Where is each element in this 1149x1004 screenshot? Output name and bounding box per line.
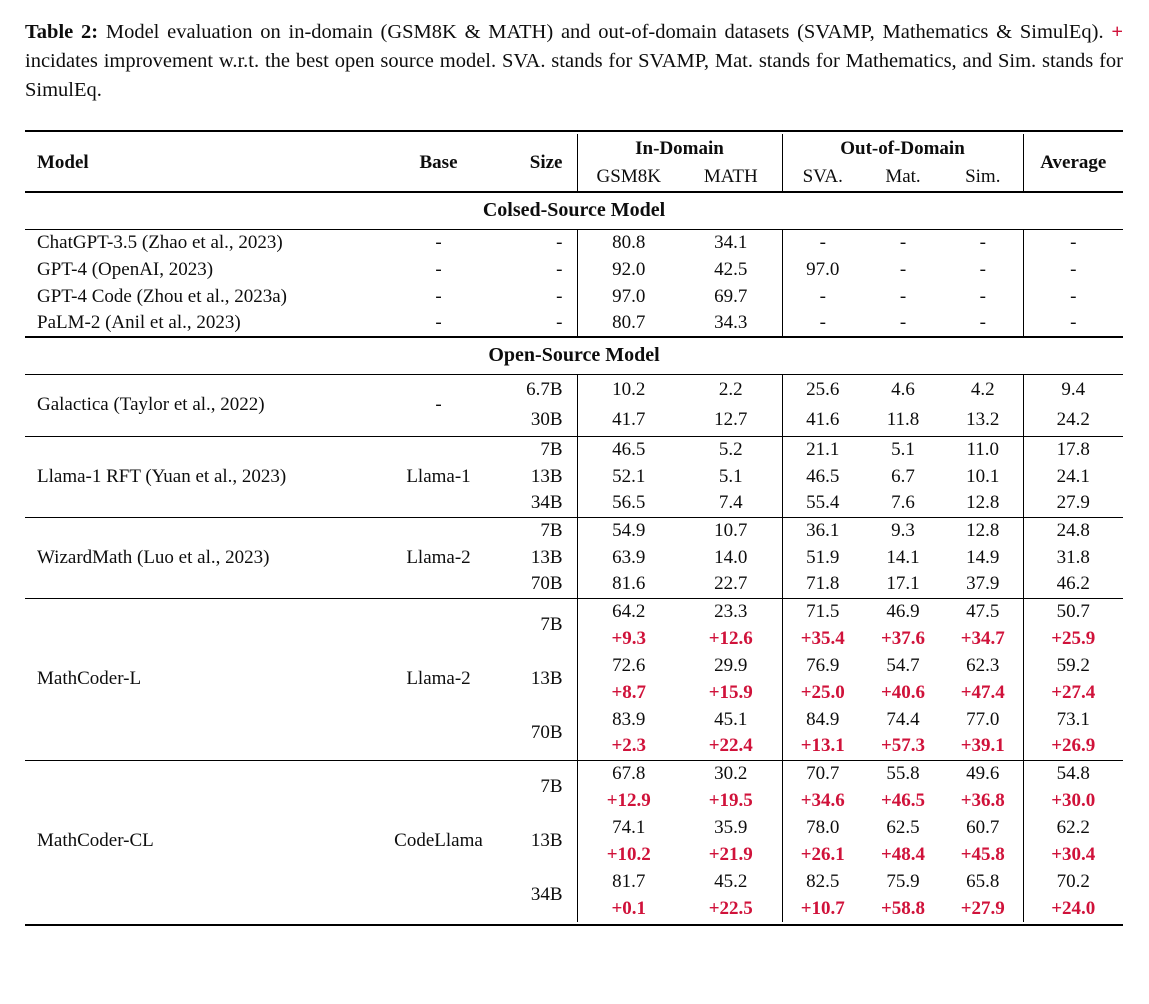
size-cell: 6.7B (526, 378, 563, 400)
delta-simuleq: +34.7 (960, 627, 1005, 649)
cell-math: 5.2 (718, 438, 743, 460)
cell-gsm8k: 67.8 (577, 760, 680, 787)
delta-math: +19.5 (708, 789, 753, 811)
cell-gsm8k: 80.8 (577, 229, 680, 256)
delta-math: +15.9 (708, 681, 753, 703)
cell-average: 54.8 (1023, 760, 1123, 787)
delta-mathematics: +40.6 (880, 681, 926, 703)
col-header-model: Model (25, 134, 380, 192)
base-cell: - (380, 310, 497, 337)
cell-mathematics: - (863, 310, 943, 337)
table-row (25, 760, 1123, 787)
cell-mathematics: 17.1 (863, 571, 943, 598)
cell-math: 34.3 (680, 310, 782, 337)
table-row (25, 229, 1123, 256)
model-name-cell: Llama-1 RFT (Yuan et al., 2023) (25, 436, 380, 517)
col-header-mathematics: Mat. (863, 163, 943, 192)
delta-svamp: +25.0 (782, 679, 863, 706)
cell-math: 45.2 (714, 870, 748, 892)
size-cell: - (497, 310, 577, 337)
size-cell: 34B (497, 490, 577, 517)
cell-average: 46.2 (1023, 571, 1123, 598)
cell-svamp: - (782, 310, 863, 337)
delta-mathematics: +58.8 (880, 897, 926, 919)
size-cell: 30B (497, 405, 577, 436)
col-header-size: Size (497, 134, 577, 192)
delta-simuleq: +36.8 (960, 789, 1005, 811)
cell-gsm8k: 92.0 (577, 256, 680, 283)
size-cell: 7B (540, 519, 563, 541)
table-row (25, 436, 1123, 463)
cell-gsm8k: 80.7 (577, 310, 680, 337)
delta-average: +30.4 (1023, 841, 1123, 868)
cell-mathematics: 62.5 (886, 816, 920, 838)
delta-gsm8k: +0.1 (577, 895, 680, 922)
delta-simuleq: +27.9 (960, 897, 1005, 919)
cell-math: 42.5 (714, 258, 748, 280)
cell-mathematics: 14.1 (886, 546, 920, 568)
delta-mathematics: +48.4 (880, 843, 926, 865)
cell-average: 73.1 (1023, 706, 1123, 733)
cell-gsm8k: 81.7 (577, 868, 680, 895)
cell-average: 24.8 (1023, 517, 1123, 544)
delta-simuleq: +47.4 (960, 681, 1005, 703)
delta-simuleq: +45.8 (960, 843, 1005, 865)
cell-svamp: 84.9 (782, 706, 863, 733)
cell-math: 2.2 (718, 378, 743, 400)
table-2 (25, 130, 1123, 926)
cell-simuleq: 12.8 (966, 519, 1000, 541)
cell-svamp: 21.1 (782, 436, 863, 463)
cell-gsm8k: 72.6 (577, 652, 680, 679)
cell-simuleq: 14.9 (966, 546, 1000, 568)
cell-math: 12.7 (680, 405, 782, 436)
cell-average: 50.7 (1023, 598, 1123, 625)
base-cell: - (380, 374, 497, 436)
table-row (25, 283, 1123, 310)
cell-math: 29.9 (714, 654, 748, 676)
cell-gsm8k: 83.9 (577, 706, 680, 733)
results-table (25, 134, 1123, 922)
cell-math: 34.1 (714, 231, 748, 253)
cell-simuleq: 13.2 (943, 405, 1023, 436)
cell-math: 30.2 (714, 762, 748, 784)
cell-average: 9.4 (1023, 374, 1123, 405)
model-name-cell: WizardMath (Luo et al., 2023) (25, 517, 380, 598)
col-header-average: Average (1023, 134, 1123, 192)
cell-gsm8k: 41.7 (577, 405, 680, 436)
cell-math: 23.3 (714, 600, 748, 622)
col-header-gsm8k: GSM8K (577, 163, 680, 192)
size-cell: 13B (530, 668, 563, 689)
cell-svamp: 51.9 (782, 544, 863, 571)
cell-gsm8k: 46.5 (577, 436, 680, 463)
delta-mathematics: +57.3 (863, 733, 943, 760)
base-cell: - (435, 285, 442, 307)
model-name-cell: MathCoder-L (25, 598, 380, 760)
cell-mathematics: 74.4 (886, 708, 920, 730)
cell-mathematics: 54.7 (886, 654, 920, 676)
cell-average: 24.2 (1023, 405, 1123, 436)
cell-average: 27.9 (1023, 490, 1123, 517)
delta-simuleq: +39.1 (943, 733, 1023, 760)
size-cell: - (556, 231, 563, 253)
cell-svamp: - (782, 283, 863, 310)
delta-gsm8k: +8.7 (577, 679, 680, 706)
cell-mathematics: - (899, 285, 907, 307)
cell-simuleq: 62.3 (966, 654, 1000, 676)
cell-svamp: 82.5 (782, 868, 863, 895)
cell-simuleq: - (979, 258, 986, 280)
size-cell: - (556, 258, 563, 280)
caption-label: Table 2: (25, 21, 99, 43)
cell-math: 5.1 (718, 465, 743, 487)
section-title-closed-source: Colsed-Source Model (25, 192, 1123, 229)
cell-simuleq: 77.0 (966, 708, 1000, 730)
size-cell: 70B (497, 706, 577, 760)
delta-gsm8k: +9.3 (577, 625, 680, 652)
cell-average: 17.8 (1023, 436, 1123, 463)
base-cell: Llama-2 (380, 517, 497, 598)
model-name-cell: ChatGPT-3.5 (Zhao et al., 2023) (37, 231, 283, 253)
delta-math: +12.6 (708, 627, 753, 649)
size-cell: 13B (530, 465, 563, 487)
cell-mathematics: 55.8 (886, 762, 920, 784)
cell-mathematics: 9.3 (891, 519, 915, 541)
delta-average: +24.0 (1023, 895, 1123, 922)
section-title-open-source: Open-Source Model (25, 337, 1123, 374)
table-row (25, 310, 1123, 337)
size-cell: 34B (530, 884, 563, 905)
cell-mathematics: 46.9 (886, 600, 920, 622)
cell-average: - (1023, 256, 1123, 283)
model-name-cell: Galactica (Taylor et al., 2022) (25, 374, 380, 436)
cell-simuleq: 49.6 (966, 762, 1000, 784)
cell-mathematics: 6.7 (891, 465, 915, 487)
cell-average: 24.1 (1023, 463, 1123, 490)
delta-svamp: +10.7 (782, 895, 863, 922)
cell-average: - (1023, 229, 1123, 256)
col-header-svamp: SVA. (782, 163, 863, 192)
cell-gsm8k: 63.9 (577, 544, 680, 571)
cell-gsm8k: 56.5 (577, 490, 680, 517)
cell-svamp: 71.5 (782, 598, 863, 625)
col-header-simuleq: Sim. (943, 163, 1023, 192)
cell-math: 35.9 (714, 816, 748, 838)
model-name-cell: MathCoder-CL (37, 830, 154, 852)
cell-svamp: 78.0 (782, 814, 863, 841)
cell-math: 22.7 (680, 571, 782, 598)
delta-average: +26.9 (1023, 733, 1123, 760)
cell-average: 70.2 (1023, 868, 1123, 895)
delta-average: +30.0 (1023, 787, 1123, 814)
table-caption (25, 18, 1123, 105)
cell-gsm8k: 81.6 (577, 571, 680, 598)
cell-average: - (1023, 283, 1123, 310)
table-row (25, 598, 1123, 625)
base-cell: CodeLlama (394, 830, 483, 852)
cell-average: 62.2 (1023, 814, 1123, 841)
cell-mathematics: 75.9 (886, 870, 920, 892)
cell-math: 10.7 (714, 519, 748, 541)
cell-svamp: 41.6 (782, 405, 863, 436)
delta-svamp: +34.6 (782, 787, 863, 814)
size-cell: 13B (530, 546, 563, 568)
cell-gsm8k: 52.1 (577, 463, 680, 490)
cell-average: 59.2 (1023, 652, 1123, 679)
model-name-cell: GPT-4 (OpenAI, 2023) (37, 258, 214, 280)
delta-math: +21.9 (708, 843, 753, 865)
cell-average: - (1023, 310, 1123, 337)
cell-mathematics: - (899, 231, 907, 253)
cell-gsm8k: 10.2 (577, 374, 680, 405)
cell-simuleq: 4.2 (970, 378, 995, 400)
delta-gsm8k: +10.2 (577, 841, 680, 868)
cell-mathematics: 5.1 (891, 438, 915, 460)
table-row (25, 256, 1123, 283)
base-cell: Llama-2 (380, 598, 497, 760)
model-name-cell: GPT-4 Code (Zhou et al., 2023a) (37, 285, 287, 307)
cell-gsm8k: 64.2 (577, 598, 680, 625)
cell-svamp: - (782, 229, 863, 256)
cell-simuleq: 11.0 (966, 438, 1000, 460)
cell-simuleq: - (943, 310, 1023, 337)
col-header-math: MATH (680, 163, 782, 192)
delta-math: +22.5 (708, 897, 753, 919)
delta-svamp: +26.1 (782, 841, 863, 868)
size-cell: 7B (540, 614, 563, 636)
cell-math: 14.0 (714, 546, 748, 568)
delta-gsm8k: +2.3 (577, 733, 680, 760)
cell-simuleq: - (979, 285, 986, 307)
model-name-cell: PaLM-2 (Anil et al., 2023) (25, 310, 380, 337)
cell-simuleq: 47.5 (966, 600, 1000, 622)
cell-math: 69.7 (714, 285, 748, 307)
caption-plus-symbol: + (1111, 21, 1124, 43)
delta-mathematics: +37.6 (880, 627, 926, 649)
delta-svamp: +13.1 (782, 733, 863, 760)
delta-average: +25.9 (1023, 625, 1123, 652)
size-cell: 7B (540, 776, 563, 798)
caption-text-1: Model evaluation on in-domain (GSM8K & MATH) and out-of-domain datasets (SVAMP, Mathematics & SimulEq). (105, 21, 1104, 43)
delta-svamp: +35.4 (782, 625, 863, 652)
cell-mathematics: 11.8 (863, 405, 943, 436)
cell-simuleq: 65.8 (966, 870, 1000, 892)
cell-simuleq: 12.8 (943, 490, 1023, 517)
cell-svamp: 71.8 (782, 571, 863, 598)
delta-average: +27.4 (1023, 679, 1123, 706)
delta-math: +22.4 (680, 733, 782, 760)
cell-svamp: 55.4 (782, 490, 863, 517)
cell-math: 7.4 (680, 490, 782, 517)
cell-svamp: 97.0 (782, 256, 863, 283)
table-row (25, 374, 1123, 405)
cell-svamp: 76.9 (782, 652, 863, 679)
size-cell: 70B (497, 571, 577, 598)
cell-simuleq: 60.7 (966, 816, 1000, 838)
caption-text-2: incidates improvement w.r.t. the best open source model. SVA. stands for SVAMP, Mat. stands for Mathematics, and Sim. stands for SimulEq. (25, 50, 1123, 101)
cell-svamp: 36.1 (782, 517, 863, 544)
base-cell: - (435, 231, 442, 253)
cell-svamp: 25.6 (782, 374, 863, 405)
col-group-in-domain: In-Domain (577, 134, 782, 163)
cell-simuleq: - (979, 231, 986, 253)
size-cell: - (556, 285, 563, 307)
cell-simuleq: 10.1 (966, 465, 1000, 487)
size-cell: 7B (540, 438, 563, 460)
table-row (25, 517, 1123, 544)
cell-simuleq: 37.9 (943, 571, 1023, 598)
base-cell: - (435, 258, 442, 280)
cell-gsm8k: 97.0 (577, 283, 680, 310)
cell-gsm8k: 74.1 (577, 814, 680, 841)
base-cell: Llama-1 (380, 436, 497, 517)
cell-mathematics: 4.6 (891, 378, 915, 400)
size-cell: 13B (530, 830, 563, 851)
cell-average: 31.8 (1023, 544, 1123, 571)
col-header-base: Base (380, 134, 497, 192)
cell-svamp: 70.7 (782, 760, 863, 787)
col-group-out-of-domain: Out-of-Domain (782, 134, 1023, 163)
delta-mathematics: +46.5 (880, 789, 926, 811)
cell-svamp: 46.5 (782, 463, 863, 490)
cell-mathematics: - (899, 258, 907, 280)
cell-math: 45.1 (714, 708, 748, 730)
delta-gsm8k: +12.9 (577, 787, 680, 814)
cell-gsm8k: 54.9 (577, 517, 680, 544)
cell-mathematics: 7.6 (863, 490, 943, 517)
